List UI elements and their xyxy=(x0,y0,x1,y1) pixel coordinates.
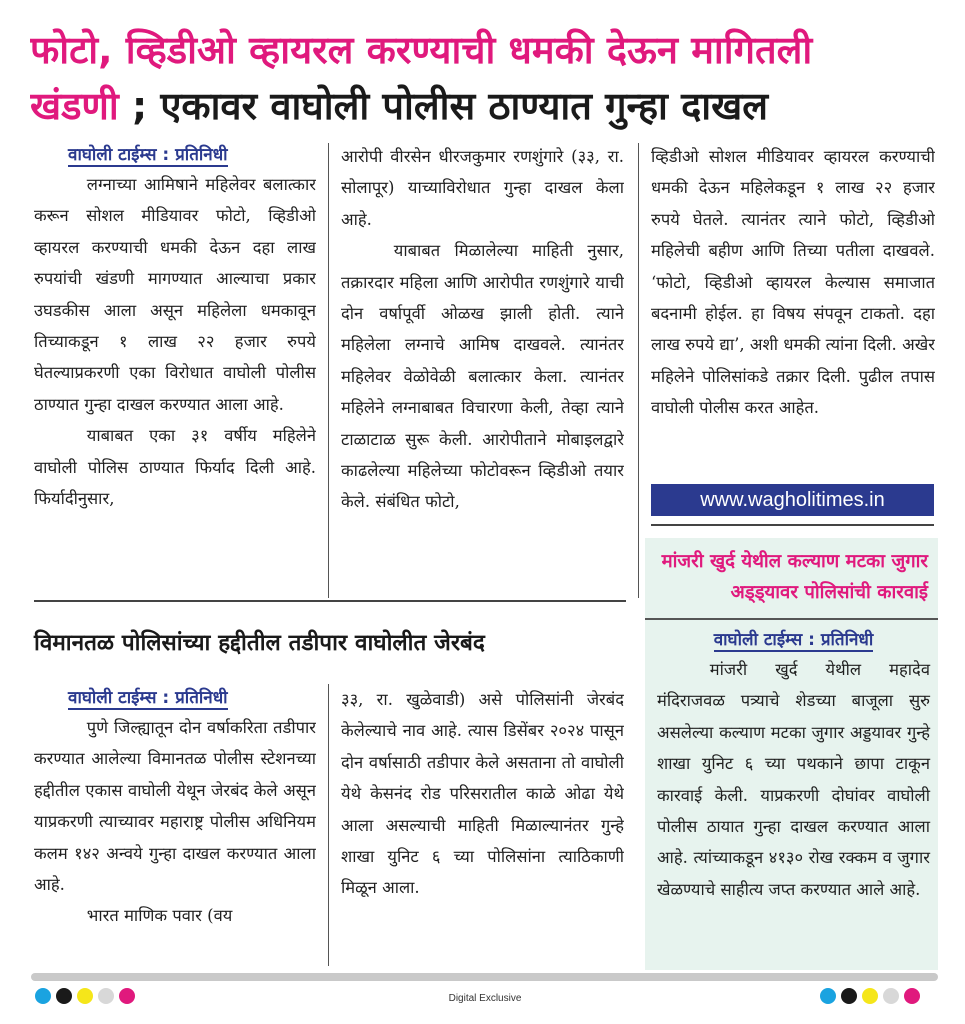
registration-dot xyxy=(98,988,114,1004)
footer-label: Digital Exclusive xyxy=(448,993,522,1004)
article-2-paragraph-2: भारत माणिक पवार (वय xyxy=(86,906,233,926)
registration-dot xyxy=(35,988,51,1004)
registration-dot xyxy=(119,988,135,1004)
footer-strip xyxy=(31,973,938,981)
side-box xyxy=(645,538,938,970)
article-3-headline: मांजरी खुर्द येथील कल्याण मटका जुगार अड्ड्यावर पोलिसांची कारवाई xyxy=(661,551,928,603)
article-2-paragraph-1: पुणे जिल्ह्यातून दोन वर्षाकरिता तडीपार करण्यात आलेल्या विमानतळ पोलीस स्टेशनच्या हद्दीतील एकास वाघोली येथून जेरबंद केले असून याप्रकरणी त्याच्यावर महाराष्ट्र पोलीस अधिनियम कलम १४२ अन्वये गुन्हा दाखल करण्यात आला आहे. xyxy=(34,718,316,895)
column-divider xyxy=(328,684,329,966)
article-1-column-2 xyxy=(341,141,624,601)
main-headline-line-2 xyxy=(30,78,940,134)
main-headline-rest: ; एकावर वाघोली पोलीस ठाण्यात गुन्हा दाखल xyxy=(118,84,769,128)
article-1-paragraph-3: आरोपी वीरसेन धीरजकुमार रणशुंगारे (३३, रा. सोलापूर) याच्याविरोधात गुन्हा दाखल केला आहे. xyxy=(341,147,624,229)
article-1-paragraph-4: याबाबत मिळालेल्या माहिती नुसार, तक्रारदार महिला आणि आरोपीत रणशुंगारे याची दोन वर्षापूर्वी ओळख झाली होती. त्याने महिलेला लग्नाचे आमिष दाखवले. त्यानंतर महिलेवर वेळोवेळी बलात्कार केला. त्यानंतर महिलेने लग्नाबाबत विचारणा केली, तेव्हा त्याने टाळाटाळ सुरू केली. आरोपीताने मोबाइलद्वारे काढलेल्या महिलेच्या फोटोवरून व्हिडीओ तयार केले. संबंधित फोटो, xyxy=(341,241,624,512)
registration-dot xyxy=(883,988,899,1004)
website-banner: www.wagholitimes.in xyxy=(651,484,934,516)
article-1-column-3 xyxy=(651,141,935,481)
registration-dot xyxy=(862,988,878,1004)
article-3-byline: वाघोली टाईम्स : प्रतिनिधी xyxy=(713,630,874,650)
article-1-paragraph-2: याबाबत एका ३१ वर्षीय महिलेने वाघोली पोलिस ठाण्यात फिर्याद दिली आहे. फिर्यादीनुसार, xyxy=(34,426,316,509)
section-divider xyxy=(34,600,626,602)
section-divider xyxy=(651,524,934,526)
registration-dot xyxy=(77,988,93,1004)
column-divider xyxy=(638,143,639,598)
article-1-paragraph-5: व्हिडीओ सोशल मीडियावर व्हायरल करण्याची धमकी देऊन महिलेकडून १ लाख २२ हजार रुपये घेतले. त्यानंतर त्याने फोटो, व्हिडीओ महिलेची बहीण आणि तिच्या पतीला दाखवले. ‘फोटो, व्हिडीओ व्हायरल केल्यास समाजात बदनामी होईल. हा विषय संपवून टाकतो. दहा लाख रुपये द्या’, अशी धमकी त्यांना दिली. अखेर महिलेने पोलिसांकडे तक्रार दिली. पुढील तपास वाघोली पोलीस करत आहेत. xyxy=(651,147,935,418)
color-registration-dots-left xyxy=(35,988,135,1004)
article-2-column-1 xyxy=(34,684,316,969)
article-1-paragraph-1: लग्नाच्या आमिषाने महिलेवर बलात्कार करून सोशल मीडियावर फोटो, व्हिडीओ व्हायरल करण्याची धमकी देऊन दहा लाख रुपयांची खंडणी मागण्यात आल्याचा प्रकार उघडकीस आला असून महिलेला धमकावून तिच्याकडून १ लाख २२ हजार रुपये घेतल्याप्रकरणी एका विरोधात वाघोली पोलीस ठाण्यात गुन्हा दाखल करण्यात आला आहे. xyxy=(34,175,316,414)
article-1-byline: वाघोली टाईम्स : प्रतिनिधी xyxy=(68,145,228,165)
article-2-column-2 xyxy=(341,684,624,969)
article-1-column-1 xyxy=(34,141,316,601)
registration-dot xyxy=(820,988,836,1004)
main-headline-highlight: खंडणी xyxy=(30,84,119,128)
article-2-byline: वाघोली टाईम्स : प्रतिनिधी xyxy=(68,688,228,708)
registration-dot xyxy=(904,988,920,1004)
column-divider xyxy=(328,143,329,598)
article-2-headline: विमानतळ पोलिसांच्या हद्दीतील तडीपार वाघोलीत जेरबंद xyxy=(34,630,485,656)
main-headline-line-1: फोटो, व्हिडीओ व्हायरल करण्याची धमकी देऊन मागितली xyxy=(30,28,813,72)
registration-dot xyxy=(841,988,857,1004)
article-2-paragraph-3: ३३, रा. खुळेवाडी) असे पोलिसांनी जेरबंद केलेल्याचे नाव आहे. त्यास डिसेंबर २०२४ पासून दोन वर्षासाठी तडीपार केले असताना तो वाघोली येथे केसनंद रोड परिसरातील काळे ओढा येथे आला असल्याची माहिती मिळाल्यानंतर गुन्हे शाखा युनिट ६ च्या पोलिसांना त्याठिकाणी मिळून आला. xyxy=(341,690,624,898)
article-3-body xyxy=(645,620,938,905)
color-registration-dots-right xyxy=(820,988,920,1004)
article-3-paragraph: मांजरी खुर्द येथील महादेव मंदिराजवळ पत्र्याचे शेडच्या बाजूला सुरु असलेल्या कल्याण मटका जुगार अड्डयावर गुन्हे शाखा युनिट ६ च्या पथकाने छापा टाकून कारवाई केली. याप्रकरणी दोघांवर वाघोली पोलीस ठायात गुन्हा दाखल करण्यात आला आहे. त्यांच्याकडून ४१३० रोख रक्कम व जुगार खेळण्याचे साहीत्य जप्त करण्यात आले आहे. xyxy=(657,660,930,899)
registration-dot xyxy=(56,988,72,1004)
